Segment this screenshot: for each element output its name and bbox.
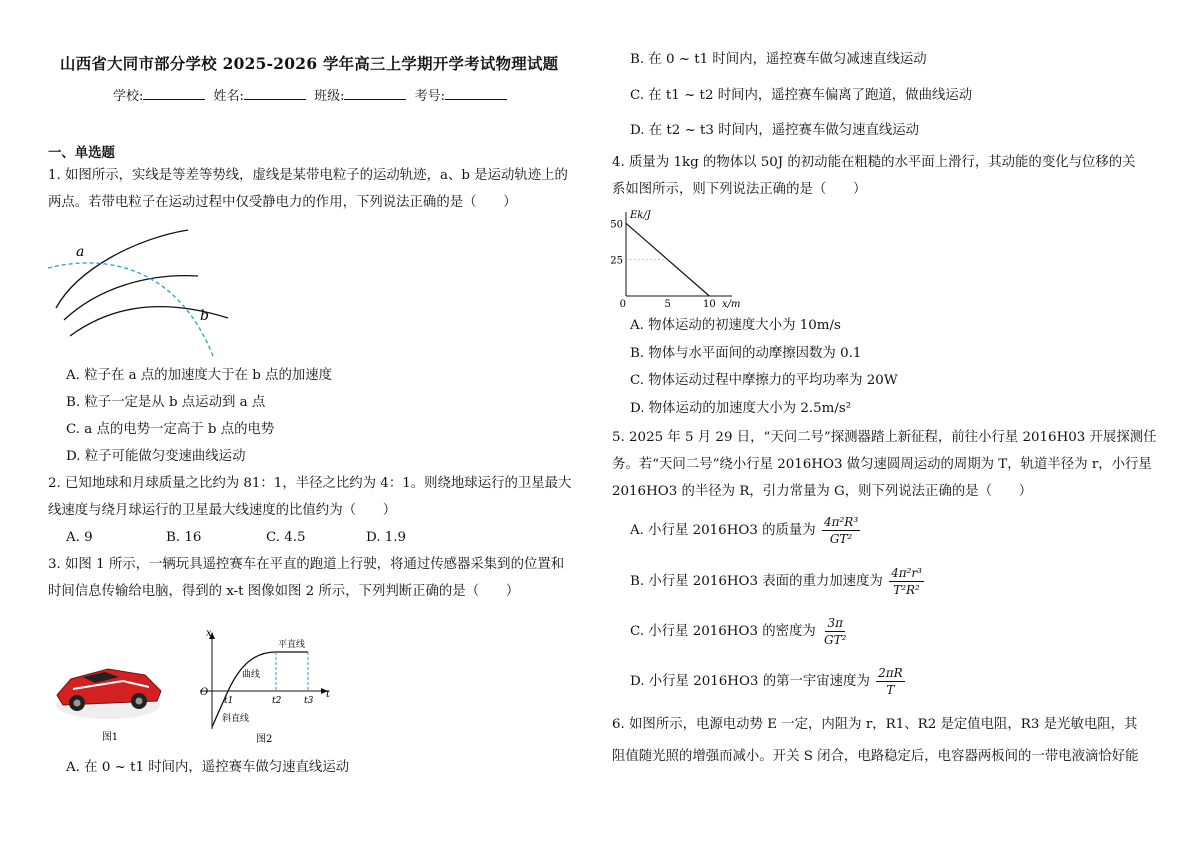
q1-stem-line2: 两点。若带电粒子在运动过程中仅受静电力的作用，下列说法正确的是（ ） — [48, 195, 517, 210]
q1-option-a[interactable]: A. 粒子在 a 点的加速度大于在 b 点的加速度 — [66, 368, 333, 383]
graph-t3-label: t3 — [304, 696, 314, 706]
q3-option-c[interactable]: C. 在 t1 ~ t2 时间内，遥控赛车偏离了跑道，做曲线运动 — [630, 88, 973, 103]
chart-y-tick-50: 50 — [610, 219, 623, 231]
q5-stem-line1: 5. 2025 年 5 月 29 日，“天问二号”探测器踏上新征程，前往小行星 2016H03 开展探测任 — [612, 430, 1157, 445]
name-blank[interactable] — [244, 87, 306, 100]
class-blank[interactable] — [344, 87, 406, 100]
toy-car-image — [53, 655, 168, 750]
q5-option-d[interactable] — [612, 665, 905, 698]
q5-option-b-text: B. 小行星 2016HO3 表面的重力加速度为 — [630, 574, 883, 589]
q3-stem-line2: 时间信息传输给电脑，得到的 x-t 图像如图 2 所示，下列判断正确的是（ ） — [48, 584, 520, 599]
chart-y-tick-25: 25 — [610, 255, 623, 267]
q3-option-a[interactable]: A. 在 0 ~ t1 时间内，遥控赛车做匀速直线运动 — [66, 760, 350, 775]
q5-option-a-formula: $\frac{\text{4π²R³}}{\text{GT²}}$ — [823, 515, 859, 546]
q2-option-a[interactable]: A. 9 — [66, 530, 93, 545]
q5-option-d-formula: $\frac{2\pi R}{T}$ — [878, 666, 903, 697]
chart-x-label: x/m — [722, 299, 741, 310]
q2-option-b[interactable]: B. 16 — [166, 530, 202, 545]
q1-equipotential-figure — [48, 228, 248, 363]
chart-x-tick-10: 10 — [702, 299, 716, 310]
q5-option-d-text: D. 小行星 2016HO3 的第一宇宙速度为 — [630, 674, 870, 689]
chart-x-tick-5: 5 — [664, 299, 671, 310]
q4-ek-x-chart — [612, 208, 742, 308]
q1-option-d[interactable]: D. 粒子可能做匀变速曲线运动 — [66, 449, 246, 464]
equipotential-line-1 — [56, 230, 188, 308]
graph-t-axis-label: t — [326, 689, 331, 700]
q3-option-d[interactable]: D. 在 t2 ~ t3 时间内，遥控赛车做匀速直线运动 — [630, 123, 920, 138]
chart-y-label: Ek/J — [630, 210, 651, 221]
q1-option-b[interactable]: B. 粒子一定是从 b 点运动到 a 点 — [66, 395, 266, 410]
q4-option-b[interactable]: B. 物体与水平面间的动摩擦因数为 0.1 — [630, 346, 862, 361]
name-label: 姓名: — [213, 89, 244, 104]
left-column — [48, 0, 593, 847]
q5-option-b-formula: $\frac{\text{4π²r³}}{\text{T²R²}}$ — [891, 566, 922, 597]
graph-t2-label: t2 — [272, 696, 282, 706]
equipotential-line-2 — [64, 276, 198, 320]
q1-option-c[interactable]: C. a 点的电势一定高于 b 点的电势 — [66, 422, 275, 437]
q2-stem-line1: 2. 已知地球和月球质量之比约为 81：1，半径之比约为 4：1。则绕地球运行的卫星最大 — [48, 476, 572, 491]
page-title: 山西省大同市部分学校 2025-2026 学年高三上学期开学考试物理试题 — [60, 55, 559, 73]
id-label: 考号: — [414, 89, 445, 104]
q6-stem-line2: 阻值随光照的增强而减小。开关 S 闭合，电路稳定后，电容器两板间的一带电液滴恰好能 — [612, 749, 1139, 764]
school-blank[interactable] — [143, 87, 205, 100]
q5-option-c[interactable] — [612, 615, 848, 648]
figure-2-caption: 图2 — [256, 734, 273, 745]
graph-origin-label: O — [200, 687, 209, 698]
q5-option-b[interactable] — [612, 565, 924, 598]
right-column — [612, 0, 1157, 847]
q4-option-d[interactable]: D. 物体运动的加速度大小为 2.5m/s² — [630, 401, 852, 416]
q4-option-c[interactable]: C. 物体运动过程中摩擦力的平均功率为 20W — [630, 373, 898, 388]
q5-option-a-text: A. 小行星 2016HO3 的质量为 — [630, 523, 816, 538]
q5-stem-line3: 2016HO3 的半径为 R，引力常量为 G，则下列说法正确的是（ ） — [612, 484, 1033, 499]
x-t-graph — [196, 627, 396, 747]
q5-stem-line2: 务。若“天问二号”绕小行星 2016HO3 做匀速圆周运动的周期为 T，轨道半径为 r，小行星 — [612, 457, 1152, 472]
chart-x-tick-0: 0 — [619, 299, 626, 310]
graph-x-axis-label: x — [206, 628, 212, 639]
school-label: 学校: — [113, 89, 144, 104]
q6-stem-line1: 6. 如图所示，电源电动势 E 一定，内阻为 r，R1、R2 是定值电阻，R3 是光敏电阻，其 — [612, 717, 1138, 732]
graph-flat-label: 平直线 — [278, 640, 306, 650]
graph-t1-label: t1 — [224, 696, 234, 706]
q4-stem-line2: 系如图所示，则下列说法正确的是（ ） — [612, 182, 867, 197]
graph-curve-label: 曲线 — [242, 670, 261, 680]
point-b-label: b — [200, 308, 209, 324]
q3-stem-line1: 3. 如图 1 所示，一辆玩具遥控赛车在平直的跑道上行驶，将通过传感器采集到的位置和 — [48, 557, 565, 572]
point-a-label: a — [76, 244, 85, 260]
q2-option-c[interactable]: C. 4.5 — [266, 530, 306, 545]
q5-option-c-formula: $\frac{3\pi}{\text{GT²}}$ — [824, 616, 847, 647]
class-label: 班级: — [314, 89, 345, 104]
q5-option-c-text: C. 小行星 2016HO3 的密度为 — [630, 624, 816, 639]
student-info-line — [113, 85, 511, 104]
q2-option-d[interactable]: D. 1.9 — [366, 530, 407, 545]
q4-stem-line1: 4. 质量为 1kg 的物体以 50J 的初动能在粗糙的水平面上滑行，其动能的变化与位移的关 — [612, 155, 1136, 170]
q2-stem-line2: 线速度与绕月球运行的卫星最大线速度的比值约为（ ） — [48, 503, 397, 518]
q2-options — [48, 526, 466, 550]
q4-option-a[interactable]: A. 物体运动的初速度大小为 10m/s — [630, 318, 841, 333]
figure-1-caption: 图1 — [101, 732, 119, 743]
graph-slant-label: 斜直线 — [222, 714, 250, 724]
section-heading: 一、单选题 — [48, 145, 115, 161]
q5-option-a[interactable] — [612, 514, 860, 547]
q1-stem-line1: 1. 如图所示，实线是等差等势线，虚线是某带电粒子的运动轨迹，a、b 是运动轨迹上的 — [48, 168, 568, 183]
id-blank[interactable] — [445, 87, 507, 100]
q3-option-b[interactable]: B. 在 0 ~ t1 时间内，遥控赛车做匀减速直线运动 — [630, 52, 927, 67]
